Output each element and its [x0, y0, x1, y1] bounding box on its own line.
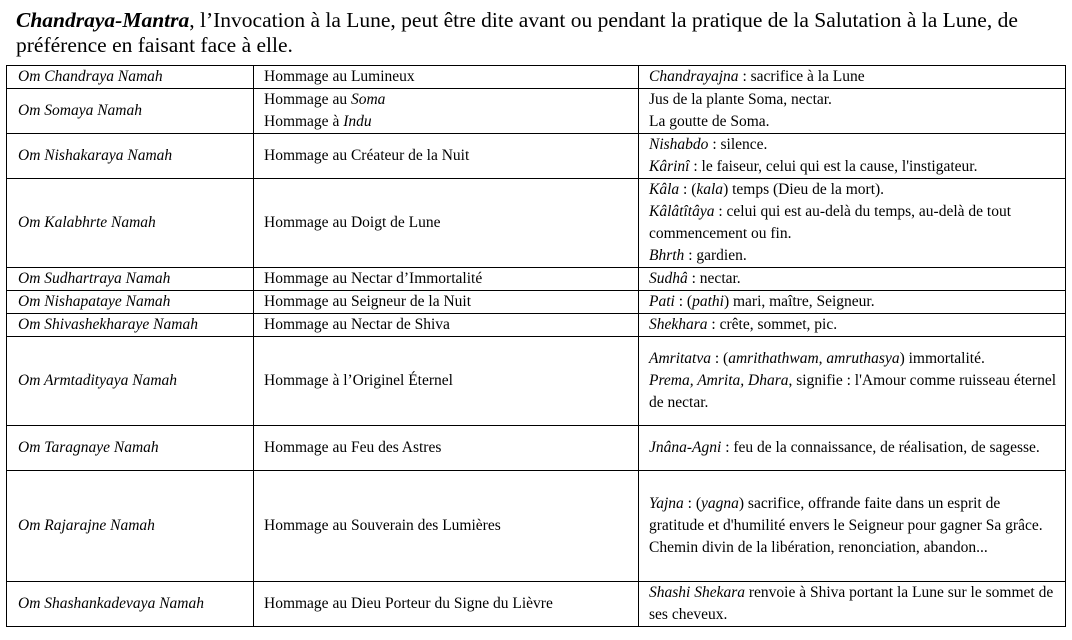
details-text: : nectar.	[687, 270, 741, 287]
table-row	[7, 134, 1066, 179]
details-term: Shashi Shekara	[649, 584, 746, 601]
details-line	[649, 156, 1059, 178]
details-text: ) immortalité.	[899, 350, 985, 367]
details-term: Shekhara	[649, 316, 708, 333]
details-term: Kâlâtîtâya	[649, 203, 715, 220]
meaning-cell	[254, 426, 639, 471]
mantra-table	[6, 65, 1066, 627]
meaning-cell	[254, 134, 639, 179]
details-line	[649, 582, 1059, 626]
meaning-cell	[254, 337, 639, 426]
details-line	[649, 348, 1059, 370]
details-term: Jnâna-Agni	[649, 439, 722, 456]
details-term: amrithathwam, amruthasya	[728, 350, 900, 367]
details-term: Nishabdo	[649, 136, 709, 153]
meaning-text: Hommage au Dieu Porteur du Signe du Lièvre	[264, 595, 553, 612]
details-line	[649, 201, 1059, 245]
details-term: Prema, Amrita, Dhara	[649, 372, 789, 389]
table-row	[7, 471, 1066, 582]
meaning-text: Hommage au Lumineux	[264, 68, 415, 85]
details-cell	[639, 291, 1066, 314]
details-text: ) sacrifice, offrande faite dans un esprit de gratitude et d'humilité envers le Seigneur pour gagner Sa grâce.	[649, 495, 1043, 534]
details-text: , signifie : l'Amour comme ruisseau éternel de nectar.	[649, 372, 1057, 411]
details-text: La goutte de Soma.	[649, 113, 770, 130]
meaning-line	[264, 595, 553, 612]
details-term: yagna	[700, 495, 739, 512]
details-line	[649, 179, 1059, 201]
details-text: : (	[683, 495, 701, 512]
meaning-cell	[254, 268, 639, 291]
mantra-cell: Om Armtadityaya Namah	[7, 337, 254, 426]
meaning-text: Hommage au Souverain des Lumières	[264, 517, 501, 534]
details-term: kala	[696, 181, 724, 198]
intro-text: , l’Invocation à la Lune, peut être dite avant ou pendant la pratique de la Salutation à la Lune, de préférence en faisant face à elle.	[16, 8, 1018, 57]
details-text: Chemin divin de la libération, renonciation, abandon...	[649, 539, 988, 556]
table-row	[7, 582, 1066, 627]
intro-title: Chandraya-Mantra	[16, 8, 190, 32]
meaning-text: Hommage au	[264, 91, 351, 108]
meaning-line	[264, 372, 453, 389]
mantra-cell: Om Rajarajne Namah	[7, 471, 254, 582]
details-line	[649, 111, 1059, 133]
meaning-line	[264, 517, 501, 534]
details-text: : sacrifice à la Lune	[738, 68, 865, 85]
details-text: : le faiseur, celui qui est la cause, l'instigateur.	[689, 158, 978, 175]
meaning-line	[264, 316, 450, 333]
meaning-line	[264, 91, 385, 108]
details-term: Sudhâ	[649, 270, 688, 287]
table-row	[7, 66, 1066, 89]
mantra-cell: Om Shashankadevaya Namah	[7, 582, 254, 627]
details-line	[649, 134, 1059, 156]
intro-paragraph	[16, 8, 1061, 58]
details-cell	[639, 179, 1066, 268]
details-line	[649, 245, 1059, 267]
details-line	[649, 66, 1059, 88]
meaning-line	[264, 68, 415, 85]
details-line	[649, 370, 1059, 414]
mantra-cell: Om Nishakaraya Namah	[7, 134, 254, 179]
meaning-cell	[254, 66, 639, 89]
details-term: Yajna	[649, 495, 684, 512]
details-text: : crête, sommet, pic.	[707, 316, 838, 333]
mantra-cell: Om Sudhartraya Namah	[7, 268, 254, 291]
table-row	[7, 179, 1066, 268]
details-term: Pati	[649, 293, 675, 310]
meaning-text: Hommage au Doigt de Lune	[264, 214, 441, 231]
details-text: : gardien.	[684, 247, 747, 264]
table-row	[7, 426, 1066, 471]
details-text: renvoie à Shiva portant la Lune sur le sommet de ses cheveux.	[649, 584, 1054, 623]
meaning-line	[264, 214, 440, 231]
meaning-line	[264, 270, 482, 287]
meaning-text: Hommage au Feu des Astres	[264, 439, 442, 456]
details-line	[649, 437, 1059, 459]
details-text: : feu de la connaissance, de réalisation, de sagesse.	[721, 439, 1040, 456]
table-row	[7, 89, 1066, 134]
meaning-cell	[254, 89, 639, 134]
meaning-text: Hommage au Nectar d’Immortalité	[264, 270, 483, 287]
table-row	[7, 291, 1066, 314]
details-term: Kâla	[649, 181, 680, 198]
meaning-cell	[254, 179, 639, 268]
details-text: ) temps (Dieu de la mort).	[723, 181, 885, 198]
mantra-cell: Om Kalabhrte Namah	[7, 179, 254, 268]
table-row	[7, 314, 1066, 337]
meaning-term: Indu	[343, 113, 372, 130]
details-text: : celui qui est au-delà du temps, au-delà de tout commencement ou fin.	[649, 203, 1012, 242]
details-cell	[639, 134, 1066, 179]
details-line	[649, 537, 1059, 559]
details-term: pathi	[692, 293, 724, 310]
table-row	[7, 337, 1066, 426]
meaning-line	[264, 113, 372, 130]
mantra-cell: Om Somaya Namah	[7, 89, 254, 134]
details-cell	[639, 314, 1066, 337]
mantra-cell: Om Shivashekharaye Namah	[7, 314, 254, 337]
details-cell	[639, 337, 1066, 426]
meaning-text: Hommage à	[264, 113, 344, 130]
details-line	[649, 493, 1059, 537]
meaning-line	[264, 293, 471, 310]
details-cell	[639, 66, 1066, 89]
details-text: : (	[711, 350, 729, 367]
table-row	[7, 268, 1066, 291]
meaning-text: Hommage au Nectar de Shiva	[264, 316, 450, 333]
meaning-cell	[254, 314, 639, 337]
meaning-term: Soma	[350, 91, 386, 108]
meaning-text: Hommage à l’Originel Éternel	[264, 372, 453, 389]
details-text: Jus de la plante Soma, nectar.	[649, 91, 832, 108]
details-text: : (	[679, 181, 697, 198]
meaning-line	[264, 147, 469, 164]
details-cell	[639, 582, 1066, 627]
details-term: Kârinî	[649, 158, 690, 175]
details-line	[649, 268, 1059, 290]
mantra-cell: Om Nishapataye Namah	[7, 291, 254, 314]
details-text: ) mari, maître, Seigneur.	[723, 293, 875, 310]
meaning-line	[264, 439, 441, 456]
details-term: Chandrayajna	[649, 68, 739, 85]
meaning-text: Hommage au Seigneur de la Nuit	[264, 293, 472, 310]
meaning-cell	[254, 582, 639, 627]
meaning-text: Hommage au Créateur de la Nuit	[264, 147, 470, 164]
details-text: : silence.	[708, 136, 768, 153]
details-line	[649, 314, 1059, 336]
meaning-cell	[254, 471, 639, 582]
details-text: : (	[674, 293, 693, 310]
details-cell	[639, 426, 1066, 471]
details-line	[649, 291, 1059, 313]
mantra-cell: Om Chandraya Namah	[7, 66, 254, 89]
details-cell	[639, 471, 1066, 582]
details-term: Bhrth	[649, 247, 685, 264]
mantra-cell: Om Taragnaye Namah	[7, 426, 254, 471]
meaning-cell	[254, 291, 639, 314]
details-cell	[639, 268, 1066, 291]
details-cell	[639, 89, 1066, 134]
mantra-table-body	[7, 66, 1066, 627]
details-line	[649, 89, 1059, 111]
details-term: Amritatva	[649, 350, 711, 367]
